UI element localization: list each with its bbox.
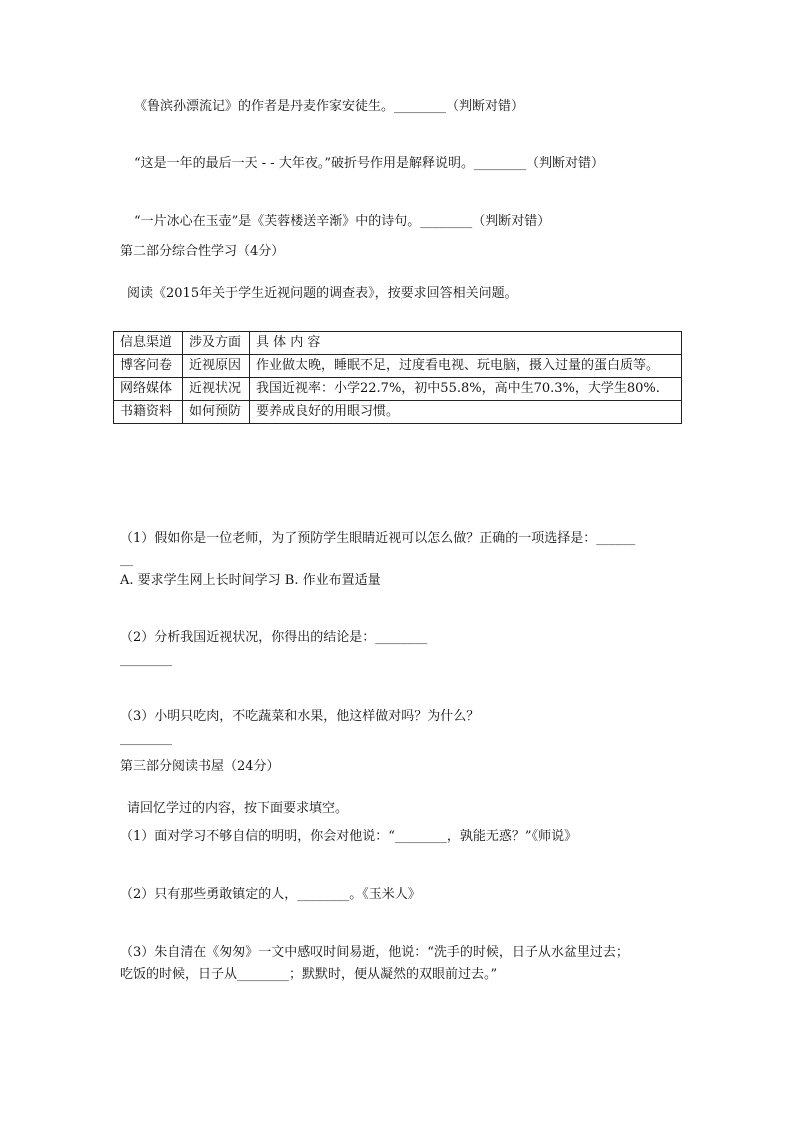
table-cell: 近视状况: [183, 378, 250, 401]
table-header-cell: 信息渠道: [114, 332, 183, 355]
survey-table: [113, 331, 682, 424]
table-cell: 近视原因: [183, 355, 250, 378]
judgement-question-1: 《鲁滨孙漂流记》的作者是丹麦作家安徒生。________（判断对错）: [134, 99, 525, 114]
table-header-cell: 具 体 内 容: [250, 332, 682, 355]
table-cell: 博客问卷: [114, 355, 183, 378]
part3-question-2: （2）只有那些勇敢镇定的人，________。《玉米人》: [120, 887, 421, 902]
table-header-cell: 涉及方面: [183, 332, 250, 355]
table-header-row: [114, 332, 682, 355]
answer-blank: ________: [120, 731, 172, 746]
table-row: [114, 401, 682, 424]
part3-question-1: （1）面对学习不够自信的明明，你会对他说：“________，孰能无惑？”《师说》: [120, 829, 578, 844]
part2-question-1-options: A. 要求学生网上长时间学习 B. 作业布置适量: [120, 573, 381, 588]
part3-intro: 请回忆学过的内容，按下面要求填空。: [127, 801, 349, 816]
part2-question-2: （2）分析我国近视状况，你得出的结论是：________: [120, 630, 428, 645]
part2-question-1: （1）假如你是一位老师，为了预防学生眼睛近视可以怎么做？正确的一项选择是：______: [120, 531, 636, 546]
table-cell: 如何预防: [183, 401, 250, 424]
table-cell: 我国近视率：小学22.7%，初中55.8%，高中生70.3%，大学生80%.: [250, 378, 682, 401]
part2-heading: 第二部分综合性学习（4分）: [120, 244, 285, 259]
part2-question-3: （3）小明只吃肉，不吃蔬菜和水果，他这样做对吗？为什么？: [120, 709, 480, 724]
part3-question-3-line2: 吃饭的时候，日子从________；默默时，便从凝然的双眼前过去。”: [120, 967, 498, 982]
table-row: [114, 378, 682, 401]
part3-heading: 第三部分阅读书屋（24分）: [120, 759, 280, 774]
answer-blank: ________: [120, 652, 172, 667]
table-cell: 网络媒体: [114, 378, 183, 401]
table-cell: 书籍资料: [114, 401, 183, 424]
part2-question-1-continued: __: [120, 552, 133, 567]
part2-intro: 阅读《2015年关于学生近视问题的调查表》，按要求回答相关问题。: [127, 286, 518, 301]
table-row: [114, 355, 682, 378]
judgement-question-3: “一片冰心在玉壶”是《芙蓉楼送辛渐》中的诗句。________（判断对错）: [134, 214, 551, 229]
judgement-question-2: “这是一年的最后一天 - - 大年夜。”破折号作用是解释说明。________（判断对错）: [134, 156, 604, 171]
table-cell: 作业做太晚，睡眠不足，过度看电视、玩电脑，摄入过量的蛋白质等。: [250, 355, 682, 378]
table-cell: 要养成良好的用眼习惯。: [250, 401, 682, 424]
part3-question-3-line1: （3）朱自清在《匆匆》一文中感叹时间易逝，他说：“洗手的时候，日子从水盆里过去；: [120, 945, 629, 960]
